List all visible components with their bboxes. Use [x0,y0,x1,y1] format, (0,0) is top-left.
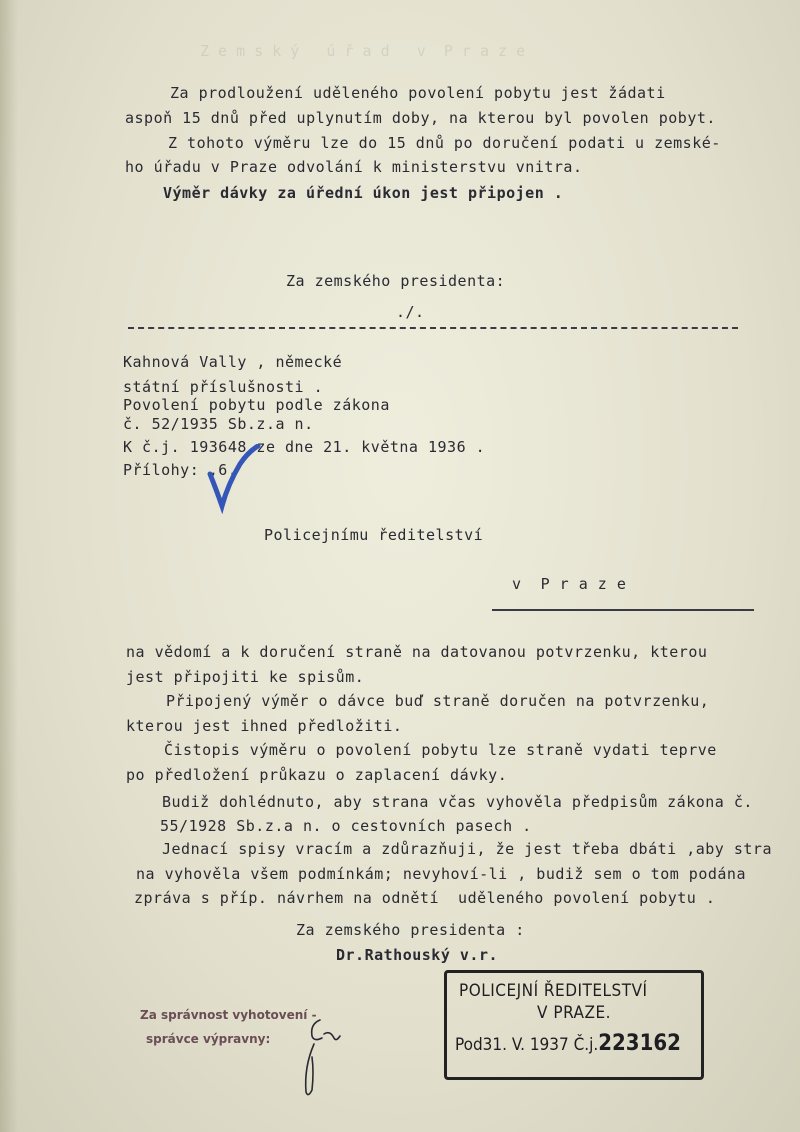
recipient-line1: Policejnímu ředitelství [264,526,484,544]
police-stamp-ref-prefix: Č.j. [573,1035,599,1055]
recipient-underline [492,609,754,611]
police-stamp-line3 [455,1031,681,1056]
recipient-line2: v P r a z e [512,575,627,593]
addressee-line1: Kahnová Vally , německé [123,353,343,371]
police-stamp-date: Pod31. V. 1937 [455,1035,569,1055]
reference-line: K č.j. 193648 ze dne 21. května 1936 . [123,438,486,456]
body-line-3: Připojený výměr o dávce buď straně doručen na potvrzenku, [166,692,710,710]
signoff-mark: ./. [396,303,425,321]
correctness-stamp-line2: správce výpravny: [146,1032,271,1046]
body-line-6: po předložení průkazu o zaplacení dávky. [126,766,508,784]
body-line-4: kterou jest ihned předložiti. [126,717,403,735]
signoff-president-1: Za zemského presidenta: [286,272,506,290]
body-line-7: Budiž dohlédnuto, aby strana včas vyhověla předpisům zákona č. [162,793,753,811]
paragraph-extension-line2: aspoň 15 dnů před uplynutím doby, na kterou byl povolen pobyt. [125,109,716,127]
body-line-2: jest připojiti ke spisům. [126,668,365,686]
bleed-through-text: Z e m s k ý ú ř a d v P r a z e [200,42,526,60]
body-line-11: zpráva s příp. návrhem na odnětí uděleného povolení pobytu . [134,889,716,907]
body-line-1: na vědomí a k doručení straně na datovanou potvrzenku, kterou [126,643,708,661]
police-stamp-ref-number: 223162 [598,1031,681,1056]
police-stamp-line1: POLICEJNÍ ŘEDITELSTVÍ [459,981,648,1001]
correctness-stamp-line1: Za správnost vyhotovení - [140,1008,317,1022]
addressee-line2: státní příslušnosti . [123,378,324,396]
body-line-8: 55/1928 Sb.z.a n. o cestovních pasech . [160,817,532,835]
blue-check-mark [206,444,266,514]
police-directorate-stamp [444,970,704,1080]
police-stamp-line2: V PRAZE. [537,1003,611,1023]
body-line-10: na vyhověla všem podmínkám; nevyhoví-li , budiž sem o tom podána [136,865,746,883]
paragraph-extension-line1: Za prodloužení uděleného povolení pobytu jest žádati [170,84,666,102]
body-line-5: Čistopis výměru o povolení pobytu lze straně vydati teprve [164,741,717,759]
dashed-separator [128,327,738,329]
paragraph-appeal-line2: ho úřadu v Praze odvolání k ministerstvu vnitra. [125,158,583,176]
signoff-president-2: Za zemského presidenta : [296,921,525,939]
paper-edge [0,0,18,1132]
body-line-9: Jednací spisy vracím a zdůrazňuji, že jest třeba dbáti ,aby stra [162,840,772,858]
handwritten-signature [290,1012,350,1102]
subject-line2: č. 52/1935 Sb.z.a n. [123,415,314,433]
signatory-name: Dr.Rathouský v.r. [336,946,499,964]
paragraph-appeal-line1: Z tohoto výměru lze do 15 dnů po doručení podati u zemské- [168,134,721,152]
attachments-line: Přílohy: ,6. [123,461,238,479]
subject-line1: Povolení pobytu podle zákona [123,396,390,414]
fee-note: Výměr dávky za úřední úkon jest připojen . [163,184,564,202]
